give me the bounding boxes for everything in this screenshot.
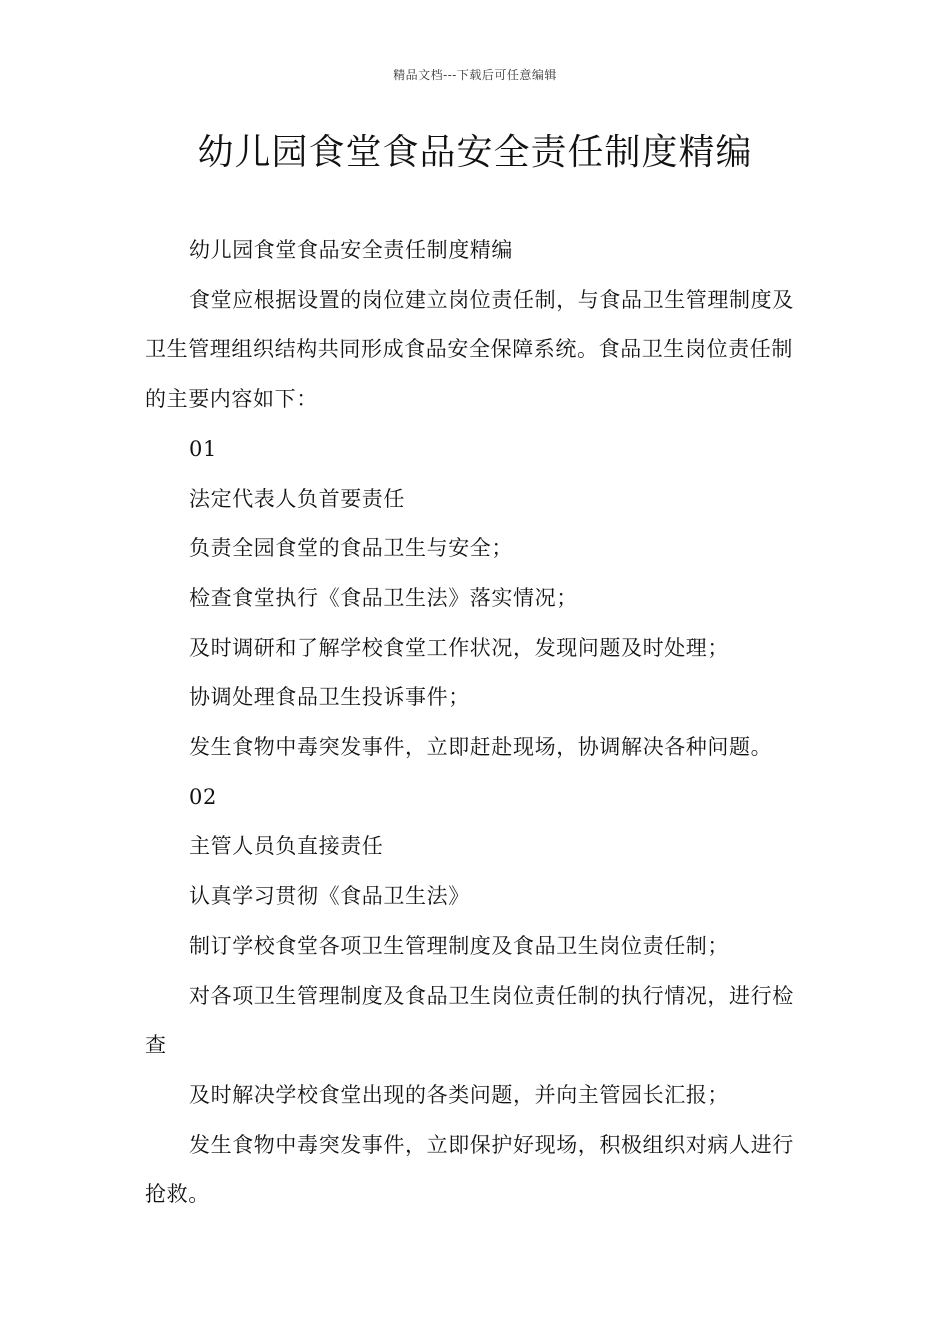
document-body (145, 226, 807, 1220)
section-heading-supervisor: 主管人员负直接责任 (189, 834, 384, 859)
document-title: 幼儿园食堂食品安全责任制度精编 (197, 132, 753, 173)
paragraph-intro: 食堂应根据设置的岗位建立岗位责任制，与食品卫生管理制度及卫生管理组织结构共同形成食品安全保障系统。食品卫生岗位责任制的主要内容如下： (145, 287, 794, 412)
paragraph-item: 及时解决学校食堂出现的各类问题，并向主管园长汇报； (189, 1082, 729, 1107)
header-note: 精品文档---下载后可任意编辑 (393, 68, 557, 82)
section-heading-legal-rep: 法定代表人负首要责任 (189, 486, 405, 511)
paragraph-item: 协调处理食品卫生投诉事件； (189, 685, 470, 710)
paragraph-item: 认真学习贯彻《食品卫生法》 (189, 884, 470, 909)
section-number-01: 01 (189, 436, 217, 461)
paragraph-item: 发生食物中毒突发事件，立即保护好现场，积极组织对病人进行抢救。 (145, 1132, 794, 1207)
paragraph-item: 发生食物中毒突发事件，立即赶赴现场，协调解决各种问题。 (189, 735, 773, 760)
paragraph-subtitle: 幼儿园食堂食品安全责任制度精编 (189, 238, 513, 262)
paragraph-item: 对各项卫生管理制度及食品卫生岗位责任制的执行情况，进行检查 (145, 983, 794, 1058)
paragraph-item: 及时调研和了解学校食堂工作状况，发现问题及时处理； (189, 635, 729, 660)
paragraph-item: 负责全园食堂的食品卫生与安全； (189, 536, 513, 561)
paragraph-item: 制订学校食堂各项卫生管理制度及食品卫生岗位责任制； (189, 933, 729, 958)
paragraph-item: 检查食堂执行《食品卫生法》落实情况； (189, 585, 578, 610)
section-number-02: 02 (189, 784, 217, 809)
